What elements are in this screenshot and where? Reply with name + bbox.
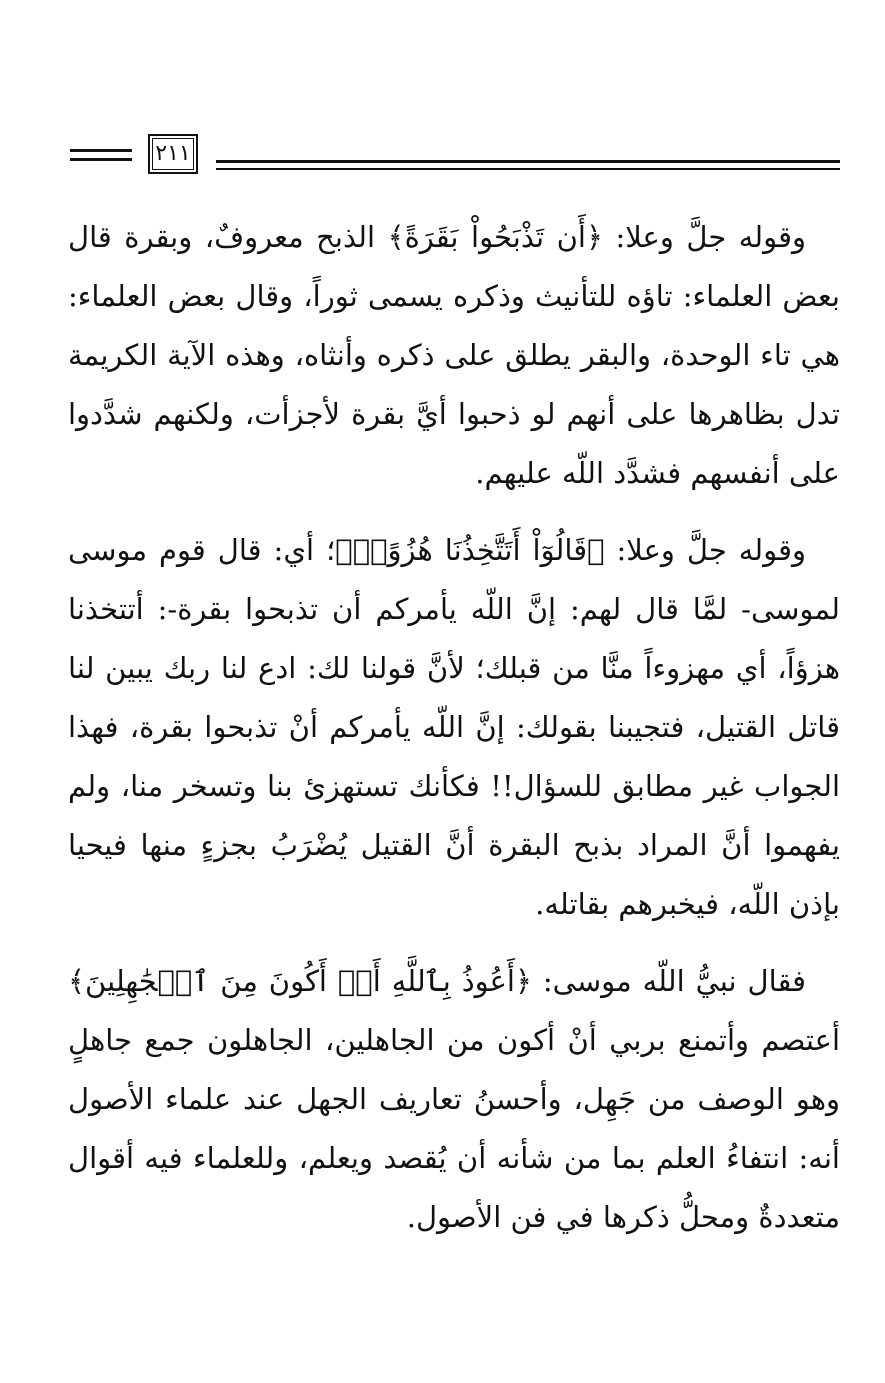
header-rule-left-top [70,149,132,152]
header-rule-right-top [216,160,840,163]
page-number: ٢١١ [155,141,191,166]
page-body [68,208,840,1265]
paragraph-3: فقال نبيُّ اللّه موسى: ﴿أَعُوذُ بِٱللَّهِ أَنۡ أَكُونَ مِنَ ٱلۡجَٰهِلِينَ﴾ أعتصم وأتمنع بربي أنْ أكون من الجاهلين، الجاهلون جمع جاهلٍ وهو الوصف من جَهِل، وأحسنُ تعاريف الجهل عند علماء الأصول أنه: انتفاءُ العلم بما من شأنه أن يُقصد ويعلم، وللعلماء فيه أقوال متعددةٌ ومحلُّ ذكرها في فن الأصول. [68,964,840,1234]
header-rule-right-bottom [216,168,840,170]
paragraph-1: وقوله جلَّ وعلا: ﴿أَن تَذْبَحُواْ بَقَرَةً﴾ الذبح معروفٌ، وبقرة قال بعض العلماء: تاؤه للتأنيث وذكره يسمى ثوراً، وقال بعض العلماء: هي تاء الوحدة، والبقر يطلق على ذكره وأنثاه، وهذه الآية الكريمة تدل بظاهرها على أنهم لو ذحبوا أيَّ بقرة لأجزأت، ولكنهم شدَّدوا على أنفسهم فشدَّد اللّه عليهم. [68,220,840,490]
paragraph-2: وقوله جلَّ وعلا: ﴿قَالُوٓاْ أَتَتَّخِذُنَا هُزُوًاۖ﴾؛ أي: قال قوم موسى لموسى- لمَّا قال لهم: إنَّ اللّه يأمركم أن تذبحوا بقرة-: أتتخذنا هزؤاً، أي مهزوءاً منَّا من قبلك؛ لأنَّ قولنا لك: ادع لنا ربك يبين لنا قاتل القتيل، فتجيبنا بقولك: إنَّ اللّه يأمركم أنْ تذبحوا بقرة، فهذا الجواب غير مطابق للسؤال!! فكأنك تستهزئ بنا وتسخر منا، ولم يفهموا أنَّ المراد بذبح البقرة أنَّ القتيل يُضْرَبُ بجزءٍ منها فيحيا بإذن اللّه، فيخبرهم بقاتله. [68,533,840,921]
page-header [70,132,840,182]
header-rule-left-bottom [70,158,132,161]
page-number-frame [148,134,198,174]
